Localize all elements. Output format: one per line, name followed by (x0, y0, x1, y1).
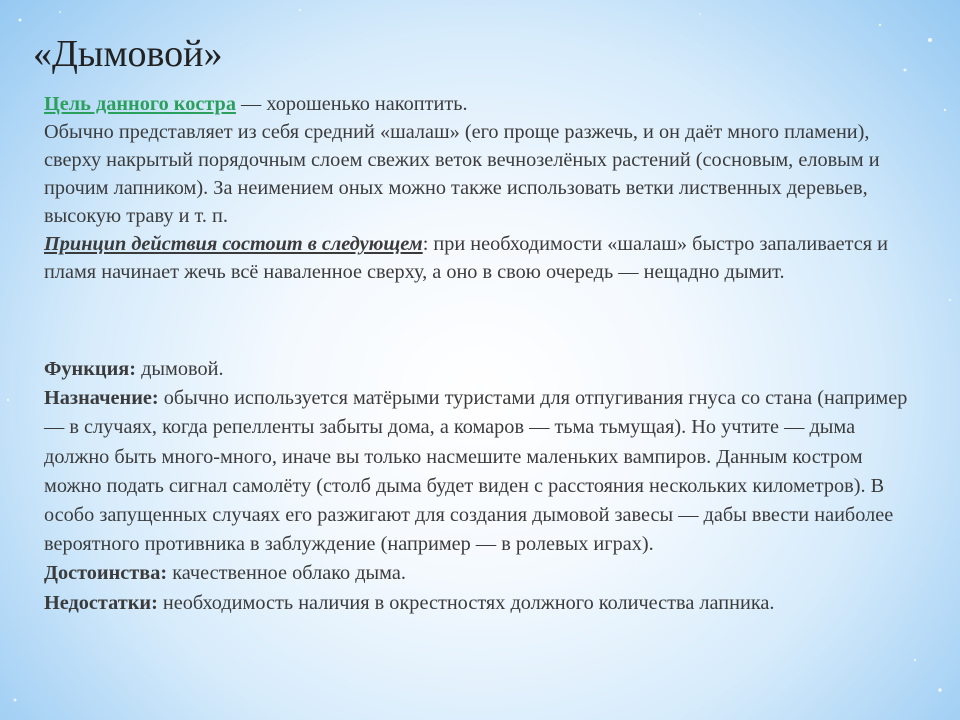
disadvantages-text: необходимость наличия в окрестностях должного количества лапника. (157, 591, 775, 614)
advantages-text: качественное облако дыма. (167, 562, 406, 585)
details-block (44, 355, 924, 618)
advantages-label: Достоинства: (44, 562, 168, 585)
goal-link[interactable]: Цель данного костра (44, 93, 236, 115)
goal-paragraph (44, 90, 924, 118)
function-paragraph (44, 355, 924, 384)
purpose-paragraph (44, 384, 924, 559)
intro-block (44, 90, 924, 286)
function-label: Функция: (44, 358, 137, 380)
purpose-label: Назначение: (44, 387, 159, 410)
disadvantages-label: Недостатки: (44, 591, 158, 614)
goal-text: — хорошенько накоптить. (235, 93, 468, 115)
advantages-paragraph (44, 559, 924, 588)
disadvantages-paragraph (44, 589, 924, 618)
description-paragraph: Обычно представляет из себя средний «шалаш» (его проще разжечь, и он даёт много пламени), сверху накрытый порядочным слоем свежих веток вечнозелёных растений (сосновым, еловым и прочим лапником). За неимением оных можно также использовать ветки лиственных деревьев, высокую траву и т. п. (44, 121, 880, 227)
purpose-text: обычно используется матёрыми туристами для отпугивания гнуса со стана (например — в случаях, когда репелленты забыты дома, а комаров — тьма тьмущая). Но учтите — дыма должно быть много-много, иначе вы только насмешите маленьких вампиров. Данным костром можно подать сигнал самолёту (столб дыма будет виден с расстояния нескольких километров). В особо запущенных случаях его разжигают для создания дымовой завесы — дабы ввести наиболее вероятного противника в заблуждение (например — в ролевых играх). (44, 387, 908, 556)
principle-text: : при необходимости «шалаш» быстро запаливается и пламя начинает жечь всё наваленное сверху, а оно в свою очередь — нещадно дымит. (44, 233, 888, 283)
slide-title: «Дымовой» (33, 33, 223, 75)
principle-paragraph (44, 230, 924, 286)
function-text: дымовой. (136, 358, 224, 380)
principle-label: Принцип действия состоит в следующем (44, 233, 423, 255)
